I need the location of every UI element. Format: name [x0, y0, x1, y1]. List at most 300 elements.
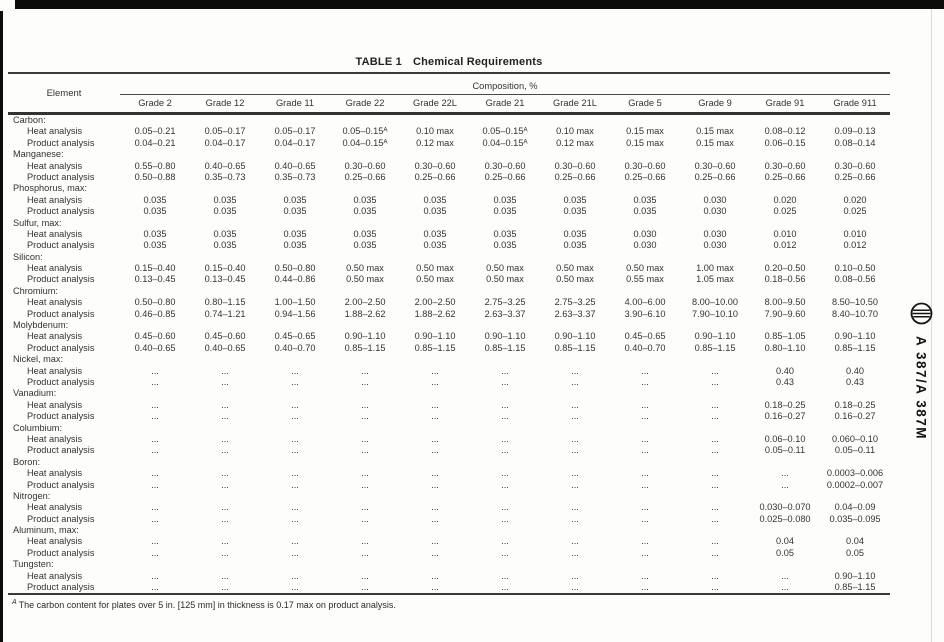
value-cell: 8.00–9.50	[764, 297, 806, 308]
element-group-row	[8, 149, 890, 160]
value-cell: 0.45–0.60	[204, 331, 246, 342]
value-cell: ...	[361, 582, 369, 593]
page-margin-sidebar	[905, 302, 937, 440]
value-cell: ...	[501, 411, 509, 422]
element-group-label: Tungsten:	[13, 559, 54, 570]
value-cell: ...	[151, 411, 159, 422]
value-cell: 0.25–0.66	[764, 171, 806, 182]
heat-analysis-label: Heat analysis	[27, 263, 83, 274]
product-analysis-row	[8, 343, 890, 354]
value-cell: 0.90–1.10	[414, 331, 456, 342]
value-cell: 1.00 max	[696, 263, 734, 274]
value-cell: ...	[501, 479, 509, 490]
heat-analysis-label: Heat analysis	[27, 468, 83, 479]
value-cell: 0.06–0.10	[764, 433, 806, 444]
value-cell: ...	[571, 536, 579, 547]
value-cell: 0.85–1.15	[834, 342, 876, 353]
value-cell: 0.012	[843, 240, 867, 251]
element-group-label: Carbon:	[13, 115, 46, 125]
value-cell: ...	[501, 376, 509, 387]
value-cell: ...	[501, 445, 509, 456]
element-group-label: Silicon:	[13, 251, 43, 262]
value-cell: 0.035	[493, 206, 517, 217]
value-cell: 0.25–0.66	[414, 171, 456, 182]
value-cell: ...	[641, 399, 649, 410]
value-cell: 8.00–10.00	[692, 297, 738, 308]
value-cell: 0.035	[563, 206, 587, 217]
value-cell: 0.85–1.15	[554, 342, 596, 353]
value-cell: ...	[571, 468, 579, 479]
value-cell: 0.035	[143, 228, 167, 239]
value-cell: 2.75–3.25	[484, 297, 526, 308]
value-cell: 0.05–0.15ᴬ	[482, 126, 528, 137]
element-group-row	[8, 559, 890, 570]
value-cell: 0.94–1.56	[274, 308, 316, 319]
value-cell: 0.04–0.17	[204, 137, 246, 148]
value-cell: 0.50 max	[556, 274, 594, 285]
value-cell: 7.90–10.10	[692, 308, 738, 319]
heat-analysis-row	[8, 468, 890, 479]
value-cell: 0.035	[143, 194, 167, 205]
value-cell: ...	[221, 513, 229, 524]
value-cell: 0.04	[846, 536, 864, 547]
value-cell: ...	[711, 445, 719, 456]
value-cell: 0.25–0.66	[344, 171, 386, 182]
value-cell: 0.13–0.45	[134, 274, 176, 285]
value-cell: 0.035	[493, 240, 517, 251]
element-group-row	[8, 423, 890, 434]
value-cell: 0.25–0.66	[554, 171, 596, 182]
value-cell: ...	[361, 468, 369, 479]
value-cell: ...	[221, 570, 229, 581]
value-cell: 0.50–0.88	[134, 171, 176, 182]
value-cell: ...	[431, 513, 439, 524]
footnote	[12, 599, 396, 610]
value-cell: ...	[431, 365, 439, 376]
scan-left-edge	[0, 11, 3, 642]
value-cell: 0.85–1.15	[344, 342, 386, 353]
element-group-label: Phosphorus, max:	[13, 183, 88, 194]
astm-logo-icon	[910, 302, 933, 330]
value-cell: 0.030	[703, 206, 727, 217]
value-cell: 0.25–0.66	[624, 171, 666, 182]
grade-column-header: Grade 12	[205, 98, 245, 108]
value-cell: 1.88–2.62	[344, 308, 386, 319]
product-analysis-row	[8, 480, 890, 491]
value-cell: 0.030	[703, 240, 727, 251]
heat-analysis-label: Heat analysis	[27, 502, 83, 513]
value-cell: 0.035	[213, 194, 237, 205]
value-cell: ...	[641, 468, 649, 479]
element-group-row	[8, 354, 890, 365]
element-group-row	[8, 491, 890, 502]
value-cell: ...	[361, 536, 369, 547]
element-group-label: Sulfur, max:	[13, 217, 62, 228]
value-cell: ...	[291, 502, 299, 513]
value-cell: 0.08–0.56	[834, 274, 876, 285]
value-cell: ...	[431, 445, 439, 456]
product-analysis-label: Product analysis	[27, 137, 95, 148]
value-cell: ...	[221, 547, 229, 558]
value-cell: ...	[291, 536, 299, 547]
heat-analysis-label: Heat analysis	[27, 536, 83, 547]
grade-column-header: Grade 21L	[553, 98, 597, 108]
value-cell: ...	[571, 411, 579, 422]
heat-analysis-label: Heat analysis	[27, 194, 83, 205]
heat-analysis-row	[8, 263, 890, 274]
value-cell: 0.12 max	[416, 137, 454, 148]
value-cell: 0.020	[843, 194, 867, 205]
heat-analysis-row	[8, 195, 890, 206]
value-cell: 0.05–0.15ᴬ	[342, 126, 388, 137]
product-analysis-row	[8, 548, 890, 559]
element-group-row	[8, 525, 890, 536]
value-cell: ...	[361, 502, 369, 513]
value-cell: 0.50–0.80	[274, 263, 316, 274]
value-cell: 0.74–1.21	[204, 308, 246, 319]
product-analysis-label: Product analysis	[27, 308, 95, 319]
value-cell: 0.05	[846, 547, 864, 558]
value-cell: ...	[431, 399, 439, 410]
table-header	[8, 74, 890, 115]
value-cell: 0.30–0.60	[484, 160, 526, 171]
heat-analysis-label: Heat analysis	[27, 126, 83, 137]
product-analysis-label: Product analysis	[27, 240, 95, 251]
value-cell: 0.04–0.15ᴬ	[342, 137, 388, 148]
value-cell: 0.035	[143, 240, 167, 251]
footnote-text: The carbon content for plates over 5 in. [125 mm] in thickness is 0.17 max on product analysis.	[18, 600, 396, 610]
product-analysis-label: Product analysis	[27, 171, 95, 182]
product-analysis-label: Product analysis	[27, 582, 95, 593]
value-cell: 0.025	[843, 206, 867, 217]
value-cell: 0.90–1.10	[834, 570, 876, 581]
value-cell: 0.18–0.56	[764, 274, 806, 285]
value-cell: 0.80–1.15	[204, 297, 246, 308]
value-cell: ...	[641, 582, 649, 593]
value-cell: 0.43	[776, 376, 794, 387]
value-cell: ...	[221, 582, 229, 593]
value-cell: 0.05–0.11	[834, 445, 876, 456]
value-cell: 0.40–0.70	[274, 342, 316, 353]
value-cell: 0.035	[423, 194, 447, 205]
value-cell: 0.035	[143, 206, 167, 217]
value-cell: 0.45–0.60	[134, 331, 176, 342]
value-cell: 0.05	[776, 547, 794, 558]
heat-analysis-row	[8, 434, 890, 445]
element-group-label: Aluminum, max:	[13, 525, 79, 536]
value-cell: ...	[431, 582, 439, 593]
value-cell: ...	[501, 433, 509, 444]
product-analysis-label: Product analysis	[27, 547, 95, 558]
product-analysis-row	[8, 274, 890, 285]
value-cell: 0.09–0.13	[834, 126, 876, 137]
value-cell: 0.55 max	[626, 274, 664, 285]
value-cell: ...	[151, 433, 159, 444]
value-cell: ...	[151, 479, 159, 490]
value-cell: ...	[291, 399, 299, 410]
value-cell: ...	[431, 468, 439, 479]
element-group-label: Columbium:	[13, 422, 63, 433]
element-group-row	[8, 320, 890, 331]
value-cell: 0.40–0.65	[204, 342, 246, 353]
value-cell: 0.030–0.070	[759, 502, 811, 513]
value-cell: 0.90–1.10	[344, 331, 386, 342]
grade-column-header: Grade 91	[765, 98, 805, 108]
value-cell: 0.16–0.27	[834, 411, 876, 422]
value-cell: 0.035	[283, 240, 307, 251]
element-group-row	[8, 115, 890, 126]
value-cell: 2.00–2.50	[344, 297, 386, 308]
value-cell: ...	[641, 570, 649, 581]
value-cell: ...	[221, 536, 229, 547]
element-group-label: Boron:	[13, 456, 41, 467]
value-cell: ...	[571, 479, 579, 490]
value-cell: ...	[501, 536, 509, 547]
value-cell: 0.40	[846, 365, 864, 376]
value-cell: 0.90–1.10	[834, 331, 876, 342]
value-cell: ...	[711, 411, 719, 422]
value-cell: ...	[291, 570, 299, 581]
value-cell: ...	[501, 502, 509, 513]
value-cell: ...	[641, 479, 649, 490]
value-cell: ...	[361, 570, 369, 581]
value-cell: ...	[571, 365, 579, 376]
value-cell: ...	[711, 536, 719, 547]
value-cell: 7.90–9.60	[764, 308, 806, 319]
value-cell: ...	[151, 445, 159, 456]
value-cell: 0.04–0.09	[834, 502, 876, 513]
value-cell: ...	[151, 365, 159, 376]
value-cell: ...	[501, 547, 509, 558]
value-cell: 0.50 max	[416, 274, 454, 285]
footnote-marker: A	[12, 599, 17, 606]
value-cell: ...	[291, 433, 299, 444]
value-cell: 0.08–0.14	[834, 137, 876, 148]
value-cell: ...	[361, 479, 369, 490]
value-cell: 0.90–1.10	[694, 331, 736, 342]
value-cell: ...	[781, 582, 789, 593]
value-cell: 0.90–1.10	[484, 331, 526, 342]
value-cell: 0.030	[703, 194, 727, 205]
value-cell: 0.035	[353, 206, 377, 217]
heat-analysis-row	[8, 229, 890, 240]
value-cell: 0.035	[493, 228, 517, 239]
value-cell: ...	[291, 376, 299, 387]
heat-analysis-label: Heat analysis	[27, 365, 83, 376]
value-cell: ...	[571, 547, 579, 558]
product-analysis-label: Product analysis	[27, 376, 95, 387]
value-cell: 0.035	[353, 194, 377, 205]
value-cell: ...	[221, 433, 229, 444]
value-cell: ...	[221, 365, 229, 376]
value-cell: ...	[221, 445, 229, 456]
value-cell: 0.45–0.65	[624, 331, 666, 342]
value-cell: ...	[571, 433, 579, 444]
value-cell: ...	[291, 411, 299, 422]
value-cell: ...	[361, 399, 369, 410]
value-cell: 0.50 max	[626, 263, 664, 274]
value-cell: 0.025–0.080	[759, 513, 811, 524]
value-cell: ...	[501, 513, 509, 524]
value-cell: ...	[571, 582, 579, 593]
value-cell: 0.30–0.60	[414, 160, 456, 171]
value-cell: 0.05–0.21	[134, 126, 176, 137]
value-cell: 0.50 max	[486, 263, 524, 274]
value-cell: 0.40–0.65	[134, 342, 176, 353]
value-cell: ...	[221, 502, 229, 513]
value-cell: ...	[361, 513, 369, 524]
value-cell: 0.85–1.15	[694, 342, 736, 353]
value-cell: ...	[571, 513, 579, 524]
table-label: TABLE 1	[355, 56, 402, 68]
value-cell: 0.85–1.15	[484, 342, 526, 353]
value-cell: ...	[641, 502, 649, 513]
value-cell: 0.85–1.05	[764, 331, 806, 342]
value-cell: 0.04–0.17	[274, 137, 316, 148]
element-group-label: Molybdenum:	[13, 320, 69, 331]
value-cell: ...	[711, 513, 719, 524]
value-cell: 0.20–0.50	[764, 263, 806, 274]
value-cell: 3.90–6.10	[624, 308, 666, 319]
value-cell: 0.025	[773, 206, 797, 217]
value-cell: ...	[431, 376, 439, 387]
product-analysis-row	[8, 206, 890, 217]
value-cell: 1.88–2.62	[414, 308, 456, 319]
product-analysis-label: Product analysis	[27, 445, 95, 456]
value-cell: 0.85–1.15	[834, 582, 876, 593]
value-cell: 8.50–10.50	[832, 297, 878, 308]
value-cell: ...	[151, 536, 159, 547]
value-cell: 0.50 max	[486, 274, 524, 285]
value-cell: 0.50 max	[346, 274, 384, 285]
value-cell: 0.35–0.73	[274, 171, 316, 182]
value-cell: ...	[291, 468, 299, 479]
value-cell: 0.50–0.80	[134, 297, 176, 308]
value-cell: 0.035–0.095	[829, 513, 881, 524]
value-cell: 0.10–0.50	[834, 263, 876, 274]
value-cell: 0.50 max	[346, 263, 384, 274]
value-cell: ...	[711, 399, 719, 410]
product-analysis-row	[8, 309, 890, 320]
product-analysis-label: Product analysis	[27, 206, 95, 217]
value-cell: ...	[151, 399, 159, 410]
value-cell: 0.40–0.70	[624, 342, 666, 353]
value-cell: 0.035	[633, 206, 657, 217]
value-cell: 0.04–0.21	[134, 137, 176, 148]
value-cell: 0.0002–0.007	[826, 479, 884, 490]
value-cell: ...	[151, 547, 159, 558]
value-cell: 0.030	[703, 228, 727, 239]
heat-analysis-row	[8, 400, 890, 411]
value-cell: 0.12 max	[556, 137, 594, 148]
product-analysis-label: Product analysis	[27, 513, 95, 524]
value-cell: ...	[641, 547, 649, 558]
value-cell: ...	[641, 365, 649, 376]
grade-column-header: Grade 21	[485, 98, 525, 108]
value-cell: 0.08–0.12	[764, 126, 806, 137]
value-cell: 0.010	[843, 228, 867, 239]
heat-analysis-row	[8, 126, 890, 137]
value-cell: 0.035	[353, 228, 377, 239]
value-cell: ...	[221, 376, 229, 387]
value-cell: ...	[431, 479, 439, 490]
value-cell: 0.035	[633, 194, 657, 205]
value-cell: 0.035	[563, 228, 587, 239]
value-cell: 0.020	[773, 194, 797, 205]
value-cell: ...	[711, 570, 719, 581]
product-analysis-label: Product analysis	[27, 342, 95, 353]
value-cell: 0.25–0.66	[484, 171, 526, 182]
value-cell: ...	[361, 376, 369, 387]
element-group-label: Manganese:	[13, 149, 64, 160]
value-cell: ...	[361, 547, 369, 558]
value-cell: ...	[151, 468, 159, 479]
value-cell: 2.63–3.37	[554, 308, 596, 319]
value-cell: ...	[151, 582, 159, 593]
value-cell: ...	[641, 433, 649, 444]
value-cell: 0.035	[213, 240, 237, 251]
heat-analysis-row	[8, 297, 890, 308]
scan-corner-notch	[0, 0, 15, 9]
table-title	[8, 56, 890, 68]
value-cell: 0.10 max	[556, 126, 594, 137]
heat-analysis-row	[8, 331, 890, 342]
heat-analysis-row	[8, 161, 890, 172]
value-cell: ...	[571, 376, 579, 387]
value-cell: ...	[781, 570, 789, 581]
value-cell: ...	[291, 445, 299, 456]
value-cell: ...	[641, 445, 649, 456]
value-cell: 0.55–0.80	[134, 160, 176, 171]
product-analysis-row	[8, 377, 890, 388]
value-cell: ...	[221, 399, 229, 410]
element-group-row	[8, 252, 890, 263]
value-cell: ...	[711, 502, 719, 513]
value-cell: 2.63–3.37	[484, 308, 526, 319]
value-cell: ...	[221, 411, 229, 422]
value-cell: 0.44–0.86	[274, 274, 316, 285]
value-cell: 0.50 max	[416, 263, 454, 274]
value-cell: 0.16–0.27	[764, 411, 806, 422]
heat-analysis-row	[8, 536, 890, 547]
value-cell: 0.30–0.60	[764, 160, 806, 171]
product-analysis-row	[8, 445, 890, 456]
value-cell: 0.10 max	[416, 126, 454, 137]
product-analysis-label: Product analysis	[27, 274, 95, 285]
value-cell: ...	[361, 445, 369, 456]
value-cell: 0.04–0.15ᴬ	[482, 137, 528, 148]
value-cell: 0.05–0.17	[274, 126, 316, 137]
value-cell: 0.010	[773, 228, 797, 239]
product-analysis-row	[8, 411, 890, 422]
value-cell: 1.05 max	[696, 274, 734, 285]
value-cell: 0.06–0.15	[764, 137, 806, 148]
value-cell: ...	[361, 365, 369, 376]
value-cell: 4.00–6.00	[624, 297, 666, 308]
value-cell: ...	[641, 376, 649, 387]
value-cell: 0.15 max	[696, 126, 734, 137]
heat-analysis-label: Heat analysis	[27, 399, 83, 410]
table-body	[8, 115, 890, 593]
scan-top-edge	[15, 0, 944, 9]
chemical-requirements-table	[8, 72, 890, 595]
value-cell: ...	[221, 479, 229, 490]
heat-analysis-row	[8, 571, 890, 582]
value-cell: 1.00–1.50	[274, 297, 316, 308]
value-cell: ...	[151, 376, 159, 387]
element-column-header: Element	[46, 87, 82, 99]
value-cell: 2.75–3.25	[554, 297, 596, 308]
